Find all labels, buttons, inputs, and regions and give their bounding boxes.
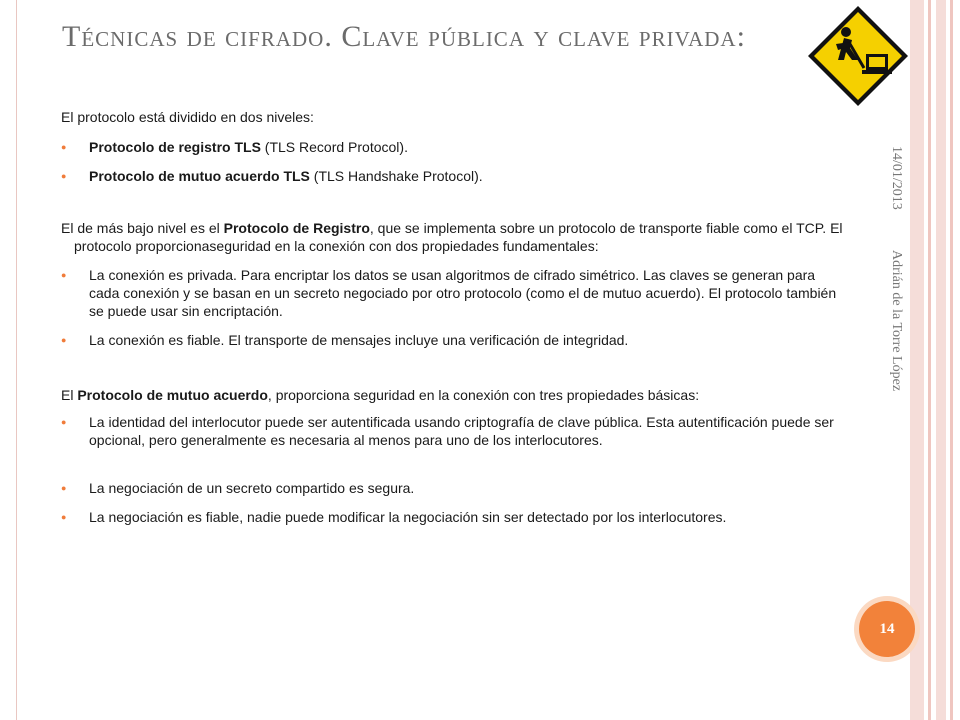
- list-item: [61, 138, 847, 156]
- level-rest: (TLS Handshake Protocol).: [309, 168, 483, 184]
- level-rest: (TLS Record Protocol).: [260, 139, 408, 155]
- list-item: [61, 266, 847, 320]
- handshake-para-before: El: [61, 387, 78, 403]
- list-item: [61, 479, 847, 497]
- slide-author: Adrián de la Torre López: [889, 250, 904, 392]
- handshake-para-bold: Protocolo de mutuo acuerdo: [77, 387, 268, 403]
- record-para-before: El de más bajo nivel es el: [61, 220, 224, 236]
- slide-date: 14/01/2013: [889, 146, 904, 210]
- left-margin-line: [16, 0, 17, 720]
- record-para-bold: Protocolo de Registro: [223, 220, 370, 236]
- handshake-para-after: , proporciona seguridad en la conexión con tres propiedades básicas:: [267, 387, 700, 403]
- intro-text: El protocolo está dividido en dos niveles:: [61, 109, 314, 125]
- slide-title: Técnicas de cifrado. Clave pública y clave privada:: [62, 20, 746, 53]
- level-bold: Protocolo de registro TLS: [89, 139, 261, 155]
- bullet-icon: ●: [61, 335, 67, 345]
- record-prop-text: La conexión es fiable. El transporte de mensajes incluye una verificación de integridad.: [89, 332, 629, 348]
- page-number-badge: 14: [859, 601, 915, 657]
- list-item: [61, 167, 847, 185]
- bullet-icon: ●: [61, 270, 67, 280]
- list-item: [61, 413, 847, 449]
- handshake-paragraph: [61, 386, 847, 404]
- record-prop-text: La conexión es privada. Para encriptar los datos se usan algoritmos de cifrado simétrico. Las claves se generan para cada conexión y se basan en un secreto negociado por otro protocolo (como el de mutuo acuerdo). El protocolo también se puede usar sin encriptación.: [89, 267, 837, 319]
- bullet-icon: ●: [61, 171, 67, 181]
- list-item: [61, 331, 847, 349]
- record-paragraph: [61, 219, 847, 255]
- level-bold: Protocolo de mutuo acuerdo TLS: [89, 168, 310, 184]
- bullet-icon: ●: [61, 512, 67, 522]
- bullet-icon: ●: [61, 483, 67, 493]
- handshake-prop-text: La identidad del interlocutor puede ser autentificada usando criptografía de clave pública. Esta autentificación puede ser opcional, pero generalmente es necesaria al menos para uno de los interlocutores.: [89, 414, 834, 448]
- handshake-prop-text: La negociación es fiable, nadie puede modificar la negociación sin ser detectado por los interlocutores.: [89, 509, 727, 525]
- bullet-icon: ●: [61, 142, 67, 152]
- record-para-after: , que se implementa sobre un protocolo de transporte fiable como el TCP. El protocolo proporcionaseguridad en la conexión con dos propiedades fundamentales:: [74, 220, 843, 254]
- handshake-prop-text: La negociación de un secreto compartido es segura.: [89, 480, 415, 496]
- list-item: [61, 508, 847, 526]
- bullet-icon: ●: [61, 417, 67, 427]
